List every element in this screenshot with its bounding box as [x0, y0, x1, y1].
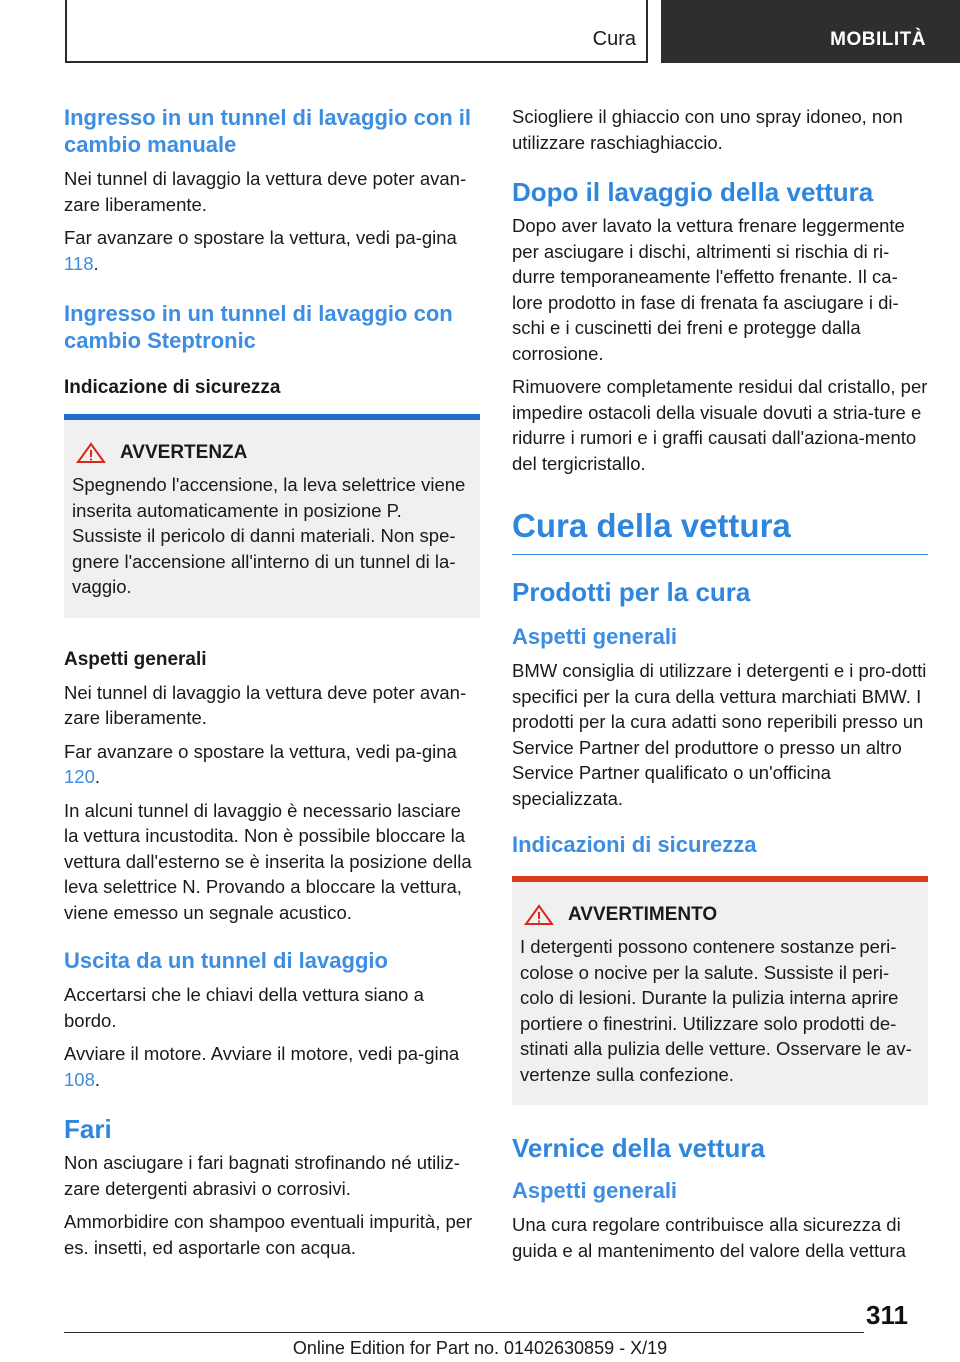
warning-text: I detergenti possono contenere sostanze peri-colose o nocive per la salute. Sussiste il peri-colo di lesioni. Durante la pulizia interna aprire portiere o finestrini. Utilizzare solo prodotti de-stinati alla pulizia delle vetture. Osservare le av-vertenze sulla confezione.: [520, 936, 912, 1085]
paragraph: Nei tunnel di lavaggio la vettura deve poter avan-zare liberamente.: [64, 168, 467, 215]
heading-safety-instructions: Indicazioni di sicurezza: [512, 832, 757, 857]
heading-paint: Vernice della vettura: [512, 1133, 765, 1163]
header-chapter-tab: MOBILITÀ: [661, 0, 960, 63]
warning-box: [64, 414, 480, 618]
paragraph: In alcuni tunnel di lavaggio è necessario lasciare la vettura incustodita. Non è possibile bloccare la vettura dall'esterno se è inserita la posizione della leva selettrice N. Provando a bloccare la vettura, viene emesso un segnale acustico.: [64, 799, 472, 923]
paragraph: Ammorbidire con shampoo eventuali impurità, per es. insetti, ed asportarle con acqua.: [64, 1211, 473, 1258]
heading-after-wash: Dopo il lavaggio della vettura: [512, 177, 874, 207]
heading-steptronic: Ingresso in un tunnel di lavaggio con cambio Steptronic: [64, 301, 453, 353]
heading-headlights: Fari: [64, 1114, 112, 1144]
right-column: [512, 104, 928, 1271]
paragraph: Non asciugare i fari bagnati strofinando né utiliz-zare detergenti abrasivi o corrosivi.: [64, 1152, 460, 1199]
warning-triangle-icon: [76, 442, 106, 464]
label-safety: Indicazione di sicurezza: [64, 377, 281, 398]
paragraph: Accertarsi che le chiavi della vettura siano a bordo.: [64, 984, 424, 1031]
header-left-frame: [65, 0, 648, 63]
chapter-title: Cura della vettura: [512, 506, 928, 555]
paragraph: Avviare il motore. Avviare il motore, vedi pa-gina 108.: [64, 1043, 460, 1090]
heading-general: Aspetti generali: [512, 1178, 678, 1203]
heading-care-products: Prodotti per la cura: [512, 577, 751, 607]
page-link[interactable]: 108: [64, 1068, 95, 1090]
paragraph: Nei tunnel di lavaggio la vettura deve poter avan-zare liberamente.: [64, 681, 467, 728]
page-number: 311: [866, 1300, 908, 1330]
paragraph: Rimuovere completamente residui dal cristallo, per impedire ostacoli della visuale dovuti a stria-ture e ridurre i rumori e i graffi causati dall'aziona-mento del tergicristallo.: [512, 376, 928, 474]
heading-exit-tunnel: Uscita da un tunnel di lavaggio: [64, 948, 388, 973]
paragraph: BMW consiglia di utilizzare i detergenti e i pro-dotti specifici per la cura della vettura marchiati BMW. I prodotti per la cura adatti sono reperibili presso un Service Partner del produttore o presso un altro Service Partner qualificato o un'officina specializzata.: [512, 660, 927, 809]
warning-box: [512, 876, 928, 1105]
warning-text: Spegnendo l'accensione, la leva selettrice viene inserita automaticamente in posizione P. Sussiste il pericolo di danni materiali. Non spe-gnere l'accensione all'interno di un tunnel di la-vaggio.: [72, 474, 466, 597]
footer-divider: [64, 1332, 864, 1333]
page-link[interactable]: 120: [64, 766, 95, 787]
page-link[interactable]: 118: [64, 252, 94, 274]
heading-general: Aspetti generali: [512, 624, 678, 649]
heading-manual-gearbox: Ingresso in un tunnel di lavaggio con il cambio manuale: [64, 105, 472, 157]
left-column: [64, 104, 480, 1268]
paragraph: Far avanzare o spostare la vettura, vedi pa-gina 120.: [64, 740, 457, 787]
paragraph: Dopo aver lavato la vettura frenare leggermente per asciugare i dischi, altrimenti si rischia di ri-durre temporaneamente l'effetto frenante. Il ca-lore prodotto in fase di frenata fa asciugare i di-schi e i cuscinetti dei freni e protegge dalla corrosione.: [512, 215, 905, 364]
header-section-title: Cura: [592, 28, 636, 50]
footer-edition: Online Edition for Part no. 01402630859 - X/19: [292, 1338, 668, 1358]
paragraph: Una cura regolare contribuisce alla sicurezza di guida e al mantenimento del valore della vettura: [512, 1214, 906, 1261]
paragraph: Sciogliere il ghiaccio con uno spray idoneo, non utilizzare raschiaghiaccio.: [512, 106, 903, 153]
warning-triangle-icon: [524, 904, 554, 926]
warning-title: AVVERTIMENTO: [568, 904, 718, 925]
paragraph: Far avanzare o spostare la vettura, vedi pa-gina 118.: [64, 227, 457, 274]
warning-title: AVVERTENZA: [120, 442, 248, 463]
label-general: Aspetti generali: [64, 648, 207, 670]
